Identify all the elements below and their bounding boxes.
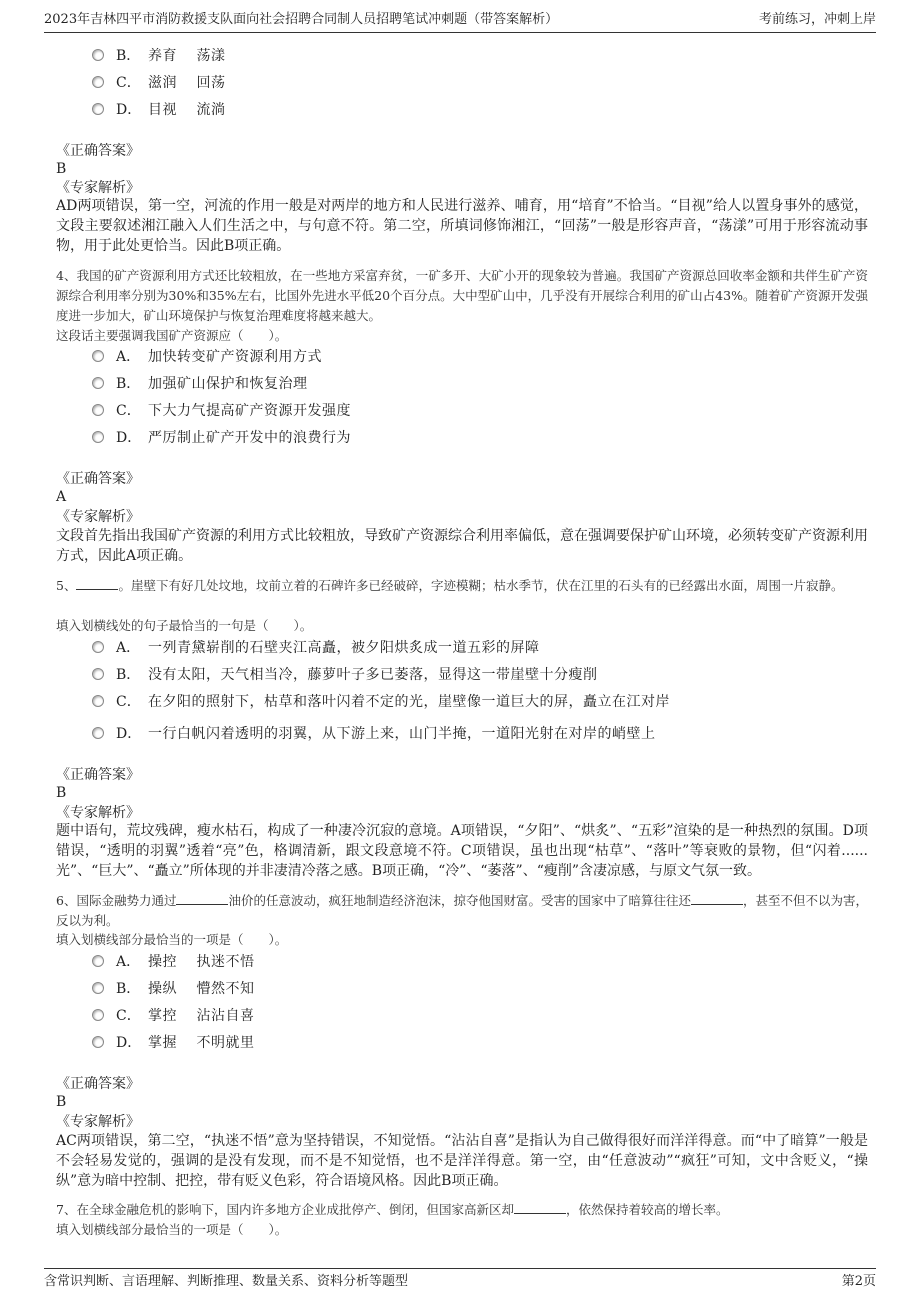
q6-option-c[interactable]: C． 掌控 沾沾自喜 bbox=[92, 1006, 254, 1026]
fill-blank bbox=[76, 577, 118, 590]
radio-icon[interactable] bbox=[92, 377, 104, 389]
q5-option-b[interactable]: B． 没有太阳，天气相当冷，藤萝叶子多已萎落，显得这一带崖壁十分瘦削 bbox=[92, 665, 598, 685]
radio-icon[interactable] bbox=[92, 350, 104, 362]
q4-option-d[interactable]: D． 严厉制止矿产开发中的浪费行为 bbox=[92, 428, 351, 448]
q6-answer: B bbox=[56, 1094, 67, 1110]
q4-prompt: 这段话主要强调我国矿产资源应（ ）。 bbox=[56, 328, 288, 343]
q5-option-a[interactable]: A． 一列青黛崭削的石壁夹江高矗，被夕阳烘炙成一道五彩的屏障 bbox=[92, 638, 540, 658]
radio-icon[interactable] bbox=[92, 431, 104, 443]
q4-explain-tag: 《专家解析》 bbox=[56, 509, 140, 525]
q5-option-d[interactable]: D． 一行白帆闪着透明的羽翼，从下游上来，山门半掩，一道阳光射在对岸的峭壁上 bbox=[92, 724, 656, 744]
q6-answer-tag: 《正确答案》 bbox=[56, 1076, 140, 1092]
header-slogan: 考前练习，冲刺上岸 bbox=[758, 12, 876, 27]
q3-option-c[interactable]: C． 滋润 回荡 bbox=[92, 73, 225, 93]
q6-option-a[interactable]: A． 操控 执迷不悟 bbox=[92, 952, 254, 972]
radio-icon[interactable] bbox=[92, 727, 104, 739]
q3-option-d[interactable]: D． 目视 流淌 bbox=[92, 100, 225, 120]
radio-icon[interactable] bbox=[92, 1009, 104, 1021]
q4-answer: A bbox=[56, 489, 67, 505]
q6-option-d[interactable]: D． 掌握 不明就里 bbox=[92, 1033, 254, 1053]
fill-blank bbox=[514, 1201, 566, 1214]
q3-explanation: AD两项错误，第一空，河流的作用一般是对两岸的地方和人民进行滋养、哺育，用“培育”不恰当。“目视”给人以置身事外的感觉，文段主要叙述湘江融入人们生活之中，与句意不符。第二空，所填词修饰湘江，“回荡”一般是形容声音，“荡漾”可用于形容流动事物，用于此处更恰当。因此B项正确。 bbox=[56, 198, 868, 254]
radio-icon[interactable] bbox=[92, 103, 104, 115]
q3-answer: B bbox=[56, 161, 67, 177]
footer-categories: 含常识判断、言语理解、判断推理、数量关系、资料分析等题型 bbox=[44, 1274, 409, 1289]
radio-icon[interactable] bbox=[92, 641, 104, 653]
q5-stem: 5、 。崖壁下有好几处坟地，坟前立着的石碑许多已经破碎，字迹模糊；枯水季节，伏在江里的石头有的已经露出水面，周围一片寂静。 bbox=[56, 578, 844, 593]
q4-option-c[interactable]: C． 下大力气提高矿产资源开发强度 bbox=[92, 401, 351, 421]
q7-stem: 7、在全球金融危机的影响下，国内许多地方企业成批停产、倒闭，但国家高新区却 ，依然保持着较高的增长率。 bbox=[56, 1202, 729, 1217]
q4-stem: 4、我国的矿产资源利用方式还比较粗放，在一些地方采富弃贫，一矿多开、大矿小开的现象较为普遍。我国矿产资源总回收率金额和共伴生矿产资源综合利用率分别为30%和35%左右，比国外先进水平低20个百分点。大中型矿山中，几乎没有开展综合利用的矿山占43%。随着矿产资源开发强度进一步加大，矿山环境保护与恢复治理难度将越来越大。 bbox=[56, 268, 868, 323]
page-header bbox=[44, 10, 876, 33]
radio-icon[interactable] bbox=[92, 404, 104, 416]
q7-prompt: 填入划横线部分最恰当的一项是（ ）。 bbox=[56, 1222, 288, 1237]
q6-stem: 6、国际金融势力通过 油价的任意波动，疯狂地制造经济泡沫，掠夺他国财富。受害的国家中了暗算往往还 ，甚至不但不以为害，反以为利。 bbox=[56, 893, 868, 928]
q5-option-c[interactable]: C． 在夕阳的照射下，枯草和落叶闪着不定的光，崖壁像一道巨大的屏，矗立在江对岸 bbox=[92, 692, 670, 712]
q5-prompt: 填入划横线处的句子最恰当的一句是（ ）。 bbox=[56, 618, 313, 633]
q4-answer-tag: 《正确答案》 bbox=[56, 471, 140, 487]
radio-icon[interactable] bbox=[92, 49, 104, 61]
q5-explanation: 题中语句，荒坟残碑，瘦水枯石，构成了一种凄冷沉寂的意境。A项错误，“夕阳”、“烘炙”、“五彩”渲染的是一种热烈的氛围。D项错误，“透明的羽翼”透着“亮”色，格调清新，跟文段意境不符。C项错误，虽也出现“枯草”、“落叶”等衰败的景物，但“闪着......光”、“巨大”、“矗立”所体现的并非凄清冷落之感。B项正确，“冷”、“萎落”、“瘦削”含凄凉感，与原文气氛一致。 bbox=[56, 823, 868, 879]
q6-option-b[interactable]: B． 操纵 懵然不知 bbox=[92, 979, 254, 999]
radio-icon[interactable] bbox=[92, 668, 104, 680]
radio-icon[interactable] bbox=[92, 982, 104, 994]
radio-icon[interactable] bbox=[92, 1036, 104, 1048]
q4-option-a[interactable]: A． 加快转变矿产资源利用方式 bbox=[92, 347, 322, 367]
radio-icon[interactable] bbox=[92, 76, 104, 88]
radio-icon[interactable] bbox=[92, 955, 104, 967]
q4-option-b[interactable]: B． 加强矿山保护和恢复治理 bbox=[92, 374, 308, 394]
page-number: 第2页 bbox=[841, 1274, 876, 1289]
q3-answer-tag: 《正确答案》 bbox=[56, 143, 140, 159]
q5-answer-tag: 《正确答案》 bbox=[56, 767, 140, 783]
q4-explanation: 文段首先指出我国矿产资源的利用方式比较粗放，导致矿产资源综合利用率偏低，意在强调要保护矿山环境，必须转变矿产资源利用方式，因此A项正确。 bbox=[56, 528, 868, 564]
q6-explain-tag: 《专家解析》 bbox=[56, 1114, 140, 1130]
q3-explain-tag: 《专家解析》 bbox=[56, 180, 140, 196]
radio-icon[interactable] bbox=[92, 695, 104, 707]
q5-answer: B bbox=[56, 785, 67, 801]
fill-blank bbox=[691, 892, 743, 905]
fill-blank bbox=[176, 892, 228, 905]
document-title: 2023年吉林四平市消防救援支队面向社会招聘合同制人员招聘笔试冲刺题（带答案解析） bbox=[44, 12, 559, 27]
q5-explain-tag: 《专家解析》 bbox=[56, 805, 140, 821]
q6-prompt: 填入划横线部分最恰当的一项是（ ）。 bbox=[56, 932, 288, 947]
q6-explanation: AC两项错误，第二空，“执迷不悟”意为坚持错误，不知觉悟。“沾沾自喜”是指认为自己做得很好而洋洋得意。而“中了暗算”一般是不会轻易发觉的，强调的是没有发现，而不是不知觉悟，也不是洋洋得意。第一空，由“任意波动”“疯狂”可知，文中含贬义，“操纵”意为暗中控制、把控，带有贬义色彩，符合语境风格。因此B项正确。 bbox=[56, 1133, 868, 1189]
page-footer bbox=[44, 1268, 876, 1293]
q3-option-b[interactable]: B． 养育 荡漾 bbox=[92, 46, 225, 66]
